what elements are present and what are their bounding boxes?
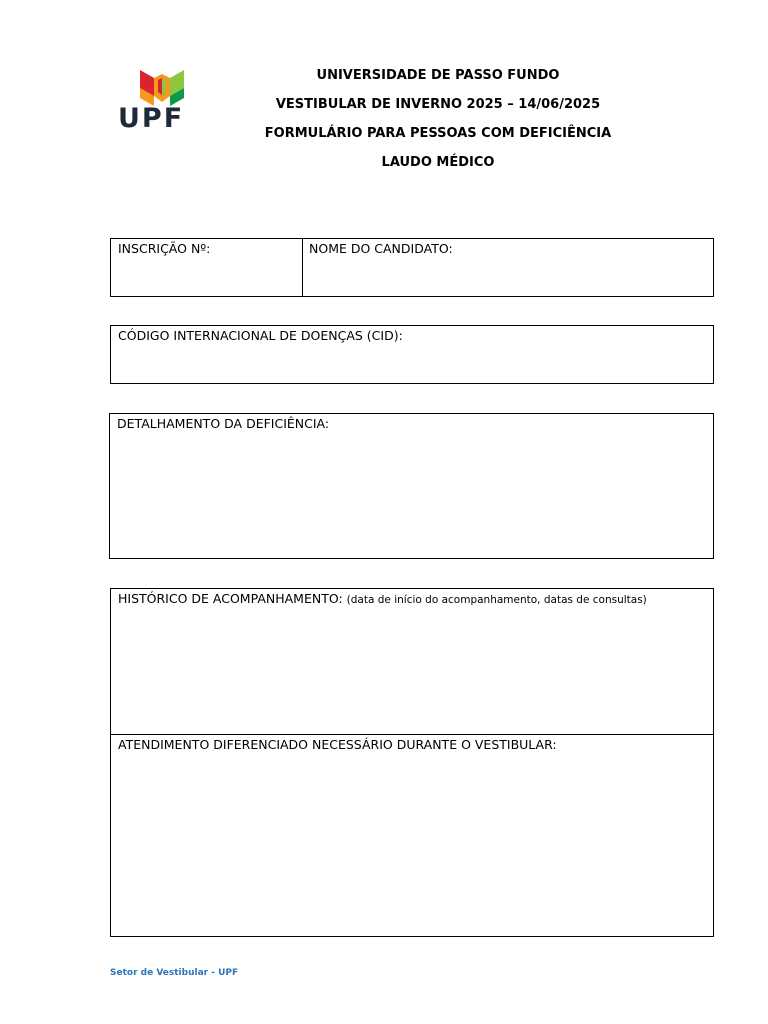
detalhamento-label: DETALHAMENTO DA DEFICIÊNCIA: xyxy=(117,416,330,431)
historico-atendimento-box xyxy=(110,588,714,937)
field-divider xyxy=(302,239,303,296)
historico-hint: (data de início do acompanhamento, datas de consultas) xyxy=(346,594,647,606)
document-subtitle: LAUDO MÉDICO xyxy=(381,155,495,170)
form-title: FORMULÁRIO PARA PESSOAS COM DEFICIÊNCIA xyxy=(264,126,612,141)
nome-label: NOME DO CANDIDATO: xyxy=(309,241,453,256)
footer-text: Setor de Vestibular - UPF xyxy=(110,968,239,978)
upf-logo xyxy=(118,66,208,134)
section-divider xyxy=(111,734,713,735)
registration-name-row xyxy=(110,238,714,297)
cid-label: CÓDIGO INTERNACIONAL DE DOENÇAS (CID): xyxy=(118,328,403,343)
historico-label: HISTÓRICO DE ACOMPANHAMENTO: xyxy=(118,591,343,606)
upf-crest-icon xyxy=(118,66,208,106)
institution-title: UNIVERSIDADE DE PASSO FUNDO xyxy=(316,68,560,83)
exam-title: VESTIBULAR DE INVERNO 2025 – 14/06/2025 xyxy=(275,97,601,112)
document-header xyxy=(250,61,626,177)
atendimento-label: ATENDIMENTO DIFERENCIADO NECESSÁRIO DURANTE O VESTIBULAR: xyxy=(118,737,557,752)
detalhamento-field xyxy=(109,413,714,559)
cid-field xyxy=(110,325,714,384)
logo-text: UPF xyxy=(118,103,185,134)
historico-label-group xyxy=(118,591,647,606)
inscricao-label: INSCRIÇÃO Nº: xyxy=(118,241,211,256)
